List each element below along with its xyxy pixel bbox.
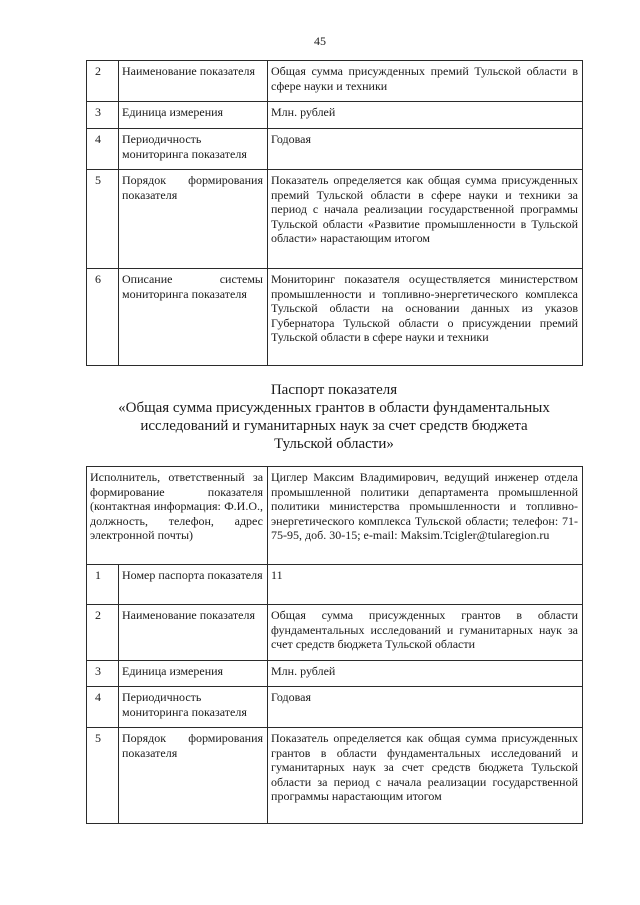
passport-title-line: «Общая сумма присужденных грантов в области фундаментальных — [118, 400, 550, 416]
indicator-table-top — [86, 60, 583, 366]
row-label: Описание системы мониторинга показателя — [119, 269, 268, 366]
row-number: 4 — [87, 129, 119, 170]
row-value: Общая сумма присужденных грантов в области фундаментальных исследований и гуманитарных наук за счет средств бюджета Тульской области — [268, 605, 583, 661]
row-number: 3 — [87, 102, 119, 129]
row-label: Номер паспорта показателя — [119, 565, 268, 605]
table-header-row — [87, 467, 583, 565]
row-label: Периодичность мониторинга показателя — [119, 129, 268, 170]
row-label: Единица измерения — [119, 102, 268, 129]
row-value: Годовая — [268, 129, 583, 170]
responsible-label: Исполнитель, ответственный за формирование показателя (контактная информация: Ф.И.О., должность, телефон, адрес электронной почты) — [87, 467, 268, 565]
responsible-value: Циглер Максим Владимирович, ведущий инженер отдела промышленной политики департамента промышленной политики министерства промышленности и топливно-энергетического комплекса Тульской области; телефон: 71-75-95, доб. 30-15; e-mail: Maksim.Tcigler@tularegion.ru — [268, 467, 583, 565]
table-row — [87, 61, 583, 102]
row-number: 4 — [87, 687, 119, 728]
row-value: Мониторинг показателя осуществляется министерством промышленности и топливно-энергетического комплекса Тульской области на основании данных из указов Губернатора Тульской области о присуждении премий Тульской области в сфере науки и техники — [268, 269, 583, 366]
row-value: Годовая — [268, 687, 583, 728]
passport-title-line: Паспорт показателя — [270, 382, 398, 398]
row-value: Показатель определяется как общая сумма присужденных премий Тульской области в сфере науки и техники за период с начала реализации государственной программы Тульской области «Развитие промышленности в Тульской области» нарастающим итогом — [268, 170, 583, 269]
table-row — [87, 565, 583, 605]
row-number: 5 — [87, 170, 119, 269]
row-number: 1 — [87, 565, 119, 605]
row-value: 11 — [268, 565, 583, 605]
passport-title-line: Тульской области» — [274, 436, 394, 452]
row-value: Общая сумма присужденных премий Тульской области в сфере науки и техники — [268, 61, 583, 102]
row-number: 6 — [87, 269, 119, 366]
table-row — [87, 687, 583, 728]
table-row — [87, 129, 583, 170]
table-row — [87, 605, 583, 661]
row-value: Млн. рублей — [268, 661, 583, 687]
row-value: Показатель определяется как общая сумма присужденных грантов в области фундаментальных исследований и гуманитарных наук за счет средств бюджета Тульской области за период с начала реализации государственной программы нарастающим итогом — [268, 728, 583, 824]
row-label: Периодичность мониторинга показателя — [119, 687, 268, 728]
passport-title-line: исследований и гуманитарных наук за счет средств бюджета — [140, 418, 528, 434]
row-label: Наименование показателя — [119, 605, 268, 661]
table-row — [87, 728, 583, 824]
table-row — [87, 102, 583, 129]
page-number: 45 — [314, 34, 326, 48]
row-label: Единица измерения — [119, 661, 268, 687]
row-number: 2 — [87, 605, 119, 661]
table-row — [87, 269, 583, 366]
table-row — [87, 170, 583, 269]
row-label: Порядок формирования показателя — [119, 170, 268, 269]
table-row — [87, 661, 583, 687]
row-number: 2 — [87, 61, 119, 102]
row-label: Порядок формирования показателя — [119, 728, 268, 824]
row-number: 3 — [87, 661, 119, 687]
row-value: Млн. рублей — [268, 102, 583, 129]
indicator-passport-table — [86, 466, 583, 824]
passport-title — [86, 381, 582, 453]
row-number: 5 — [87, 728, 119, 824]
row-label: Наименование показателя — [119, 61, 268, 102]
